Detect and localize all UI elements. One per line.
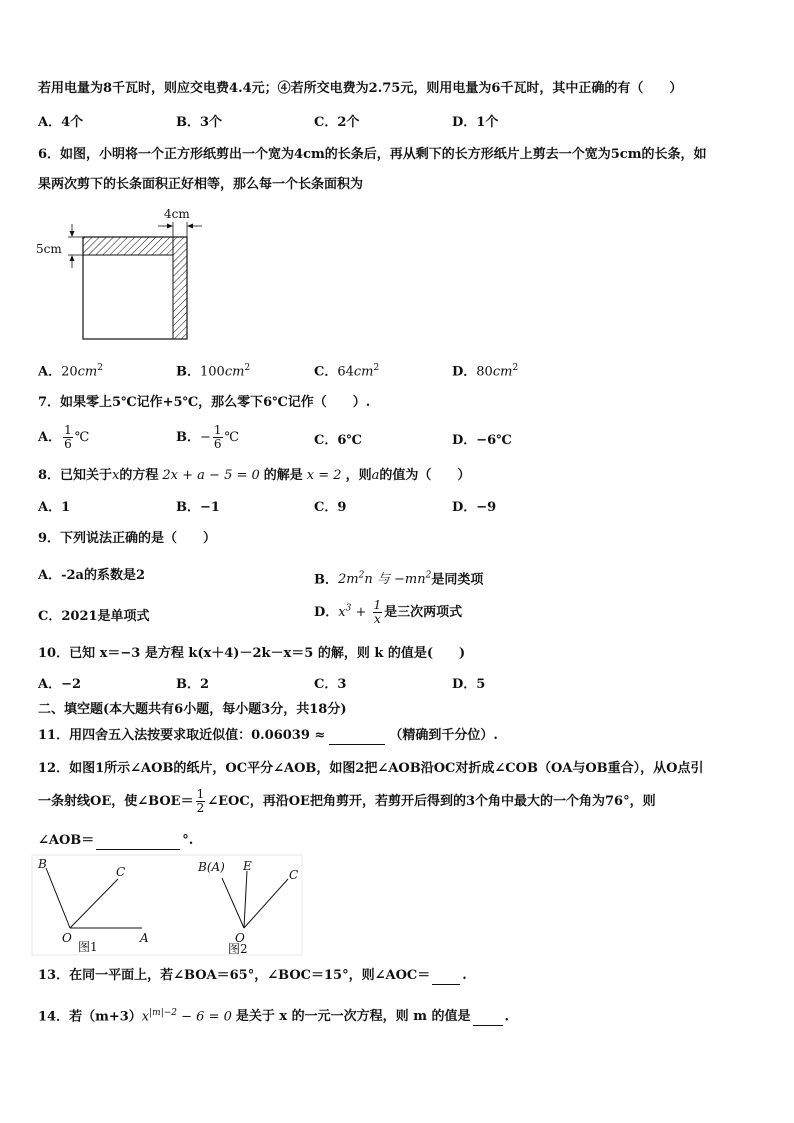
q10-option-b: B．2	[176, 677, 210, 692]
text: 14．若（m+3）	[38, 1009, 142, 1025]
option-unit: ℃	[224, 430, 240, 445]
option-value: 100	[200, 364, 225, 380]
right-strip	[173, 237, 187, 339]
solution: x = 2	[306, 468, 342, 483]
option-label: C．	[314, 364, 338, 380]
option-exp: 2	[512, 363, 519, 373]
q12-stem-line1: 12．如图1所示∠AOB的纸片，OC平分∠AOB，如图2把∠AOB沿OC对折成∠COB（OA与OB重合），从O点引	[38, 761, 704, 776]
q5-option-d: D．1个	[452, 115, 499, 130]
q6-stem-line2: 果两次剪下的长条面积正好相等，那么每一个长条面积为	[38, 177, 364, 192]
q8-option-d: D．−9	[452, 500, 497, 515]
option-sign: −	[200, 430, 211, 445]
option-unit: cm	[353, 364, 374, 380]
answer-blank[interactable]	[473, 1025, 503, 1026]
q9-option-d	[314, 599, 462, 626]
answer-blank[interactable]	[329, 744, 385, 745]
q9-stem: 9．下列说法正确的是（ ）	[38, 531, 217, 546]
option-unit: ℃	[74, 430, 90, 445]
option-label: A．	[38, 364, 62, 380]
fig1-label-B: B	[38, 857, 47, 871]
text: 是关于 x 的一元一次方程，则 m 的值是	[235, 1009, 471, 1025]
q6-figure	[30, 200, 230, 345]
option-label: A．	[38, 430, 62, 445]
fraction	[63, 424, 73, 451]
text: （精确到千分位）.	[389, 728, 498, 743]
q5-stem-tail: 若用电量为8千瓦时，则应交电费4.4元；④若所交电费为2.75元，则用电量为6千瓦时，其中正确的有（ ）	[38, 81, 683, 96]
fig2-label-O: O	[235, 931, 245, 945]
option-exp: 2	[373, 363, 380, 373]
option-label: B．	[176, 364, 200, 380]
text: 11．用四舍五入法按要求取近似值：0.06039 ≈	[38, 728, 326, 743]
q6-option-d	[452, 359, 518, 381]
text: °.	[182, 833, 194, 848]
q9-option-a: A．-2a的系数是2	[38, 568, 145, 583]
ray-OB	[46, 868, 70, 928]
q6-label-4cm: 4cm	[164, 207, 190, 221]
text: 13．在同一平面上，若∠BOA＝65°，∠BOC＝15°，则∠AOC＝	[38, 968, 431, 983]
answer-blank[interactable]	[96, 849, 180, 850]
fraction-den: 6	[213, 437, 222, 451]
fraction: $\frac{1}{x}$	[373, 598, 382, 626]
q6-option-b	[176, 359, 250, 381]
q10-option-d: D．5	[452, 677, 486, 692]
option-unit: cm	[224, 364, 245, 380]
math-tail: − 6 = 0	[177, 1009, 232, 1025]
fig2-caption: 图2	[228, 942, 248, 956]
option-exp: 2	[244, 363, 251, 373]
q5-option-c: C．2个	[314, 115, 360, 130]
option-label: B．	[176, 430, 200, 445]
text: ∠EOC，再沿OE把角剪开，若剪开后得到的3个角中最大的一个角为76°，则	[207, 794, 656, 809]
q14-stem	[38, 1004, 509, 1026]
option-unit: cm	[492, 364, 513, 380]
fraction-den: 6	[64, 437, 72, 451]
ray-OC2	[244, 879, 288, 928]
q6-label-5cm: 5cm	[36, 242, 62, 256]
option-label: D．	[452, 364, 477, 380]
q10-stem: 10．已知 x＝−3 是方程 k(x＋4)－2k－x＝5 的解，则 k 的值是( )	[38, 646, 466, 661]
var-x: x	[112, 468, 120, 483]
q7-option-a	[38, 424, 89, 451]
fraction-num: 1	[64, 423, 72, 437]
q7-option-d: D．−6℃	[452, 433, 512, 448]
answer-blank[interactable]	[432, 984, 460, 985]
fig1-caption: 图1	[78, 940, 98, 954]
math-expr: $2m^2n$ 与 $-mn^2$	[338, 571, 432, 588]
fig1-label-A: A	[140, 931, 149, 945]
option-exp: 2	[97, 363, 103, 373]
text: 的解是	[263, 468, 303, 483]
ray-OE	[244, 871, 247, 928]
option-value: 64	[337, 364, 354, 380]
fraction-den: 2	[196, 801, 205, 815]
q8-option-c: C．9	[314, 500, 347, 515]
q6-option-c	[314, 359, 379, 381]
fraction-num: 1	[196, 787, 205, 801]
fig1-label-C: C	[116, 865, 126, 879]
q7-option-c: C．6℃	[314, 433, 362, 448]
q12-stem-line3	[38, 832, 193, 850]
math-base: x	[141, 1009, 150, 1025]
top-strip	[83, 237, 173, 255]
option-label: D．	[314, 605, 339, 620]
equation: 2x + a − 5 = 0	[162, 468, 260, 483]
option-value: 80	[476, 364, 493, 380]
fig2-label-BA: B(A)	[198, 860, 225, 874]
q10-option-a: A．−2	[38, 677, 82, 692]
fraction-num: 1	[213, 423, 222, 437]
text: 是同类项	[431, 572, 484, 588]
text: 8．已知关于	[38, 468, 113, 483]
text: 的值为（ ）	[379, 468, 471, 483]
fig2-label-C: C	[289, 868, 299, 882]
q6-stem-line1: 6．如图，小明将一个正方形纸剪出一个宽为4cm的长条后，再从剩下的长方形纸片上剪去一个宽为5cm的长条，如	[38, 147, 707, 162]
q13-stem	[38, 967, 467, 985]
q9-option-c: C．2021是单项式	[38, 609, 150, 624]
q10-option-c: C．3	[314, 677, 347, 692]
ray-OBA	[222, 878, 244, 928]
q8-option-a: A．1	[38, 500, 71, 515]
q8-stem	[38, 467, 470, 485]
q9-option-b	[314, 567, 483, 589]
q12-figures	[30, 853, 320, 958]
option-unit: cm	[77, 364, 98, 380]
q5-option-b: B．3个	[176, 115, 223, 130]
q8-option-b: B．−1	[176, 500, 220, 515]
text: .	[504, 1009, 510, 1025]
text: 的方程	[119, 468, 159, 483]
math-exponent: |m|−2	[149, 1008, 178, 1018]
q12-stem-line2	[38, 788, 656, 815]
q7-stem: 7．如果零上5℃记作+5℃，那么零下6℃记作（ ）.	[38, 395, 371, 410]
text: ，则	[345, 468, 372, 483]
fraction	[196, 788, 206, 815]
text: .	[462, 968, 467, 983]
fig2-label-E: E	[243, 859, 252, 873]
option-value: 20	[61, 364, 78, 380]
fraction	[213, 424, 223, 451]
section-heading: 二、填空题(本大题共有6小题，每小题3分，共18分)	[38, 702, 347, 717]
text: 一条射线OE，使∠BOE＝	[38, 794, 194, 809]
text: 是三次两项式	[384, 605, 463, 620]
option-label: B．	[314, 572, 338, 588]
q5-option-a: A．4个	[38, 115, 84, 130]
q7-option-b	[176, 424, 239, 451]
math-expr: $x^3$ +	[338, 603, 371, 620]
var-a: a	[371, 468, 380, 483]
q6-option-a	[38, 359, 103, 381]
ray-OC	[70, 879, 118, 928]
fig1-label-O: O	[62, 931, 72, 945]
text: ∠AOB＝	[38, 833, 95, 848]
q11-stem	[38, 727, 498, 745]
